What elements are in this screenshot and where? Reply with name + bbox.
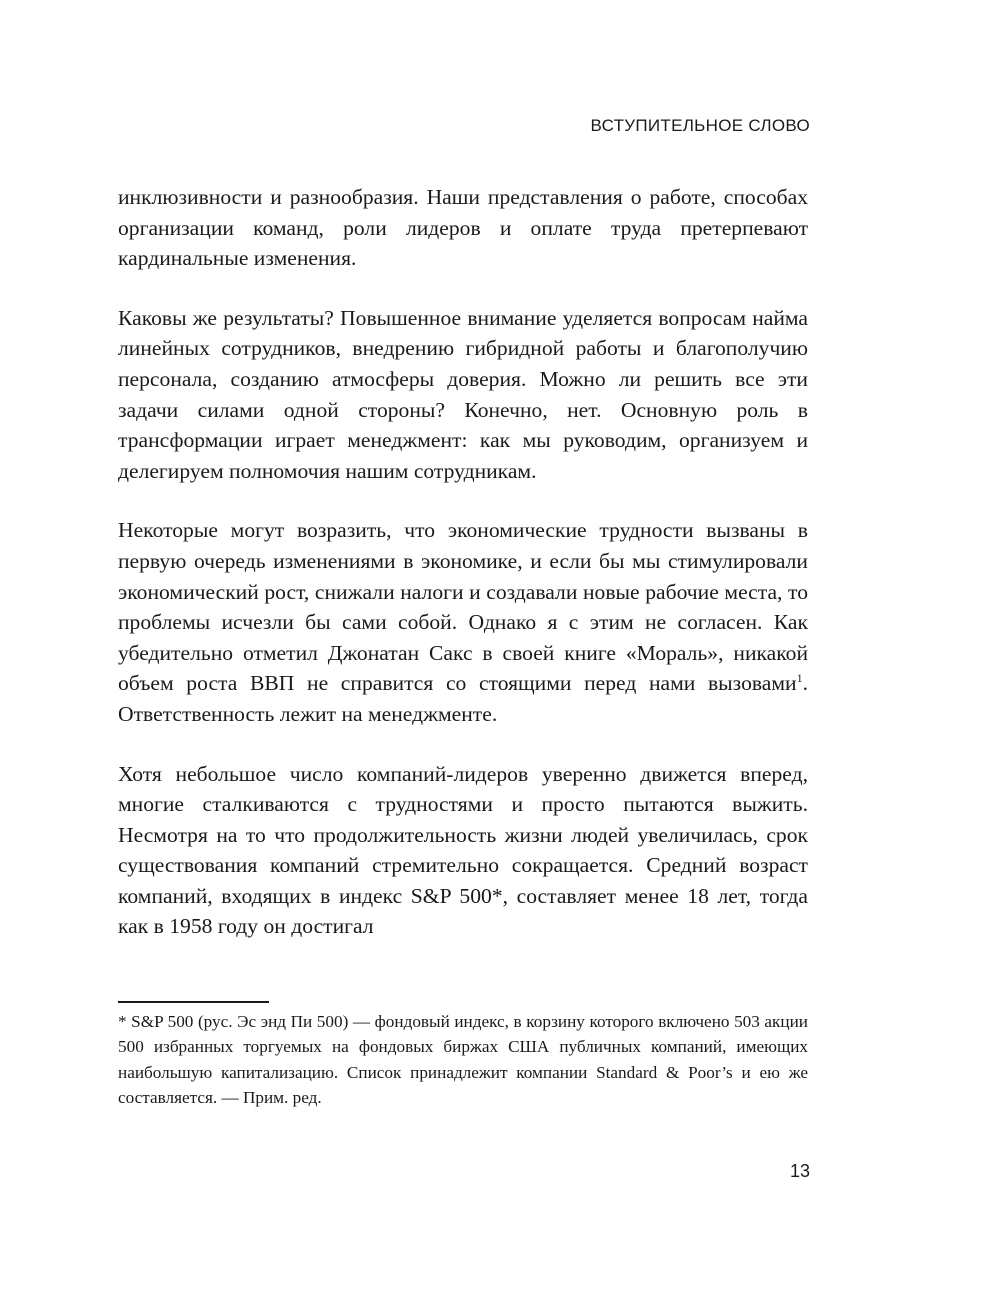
running-head: ВСТУПИТЕЛЬНОЕ СЛОВО <box>590 116 810 135</box>
footnote-divider <box>118 1001 269 1003</box>
body-text <box>118 182 808 942</box>
footnote: * S&P 500 (рус. Эс энд Пи 500) — фондовый индекс, в корзину которого включено 503 акции 500 избранных торгуемых на фондовых биржах США публичных компаний, имеющих наибольшую капитализацию. Список принадлежит компании Standard & Poor’s и ею же составляется. — Прим. ред. <box>118 1012 808 1107</box>
footnote-reference[interactable]: 1 <box>796 671 803 686</box>
page-number: 13 <box>789 1161 810 1181</box>
paragraph: инклюзивности и разнообразия. Наши представления о работе, способах организации команд, роли лидеров и оплате труда претерпевают кардинальные изменения. <box>118 185 808 271</box>
paragraph: Каковы же результаты? Повышенное внимание уделяется вопросам найма линейных сотрудников, внедрению гибридной работы и благополучию персонала, созданию атмосферы доверия. Можно ли решить все эти задачи силами одной стороны? Конечно, нет. Основную роль в трансформации играет менеджмент: как мы руководим, организуем и делегируем полномочия нашим сотрудникам. <box>118 305 808 483</box>
paragraph-text: . Ответственность лежит на менеджменте. <box>118 671 808 726</box>
paragraph: Хотя небольшое число компаний-лидеров уверенно движется вперед, многие сталкиваются с трудностями и просто пытаются выжить. Несмотря на то что продолжительность жизни людей увеличилась, срок существования компаний стремительно сокращается. Средний возраст компаний, входящих в индекс S&P 500*, составляет менее 18 лет, тогда как в 1958 году он достигал <box>118 761 808 939</box>
paragraph-text: Некоторые могут возразить, что экономические трудности вызваны в первую очередь изменениями в экономике, и если бы мы стимулировали экономический рост, снижали налоги и создавали новые рабочие места, то проблемы исчезли бы сами собой. Однако я с этим не согласен. Как убедительно отметил Джонатан Сакс в своей книге «Мораль», никакой объем роста ВВП не справится со стоящими перед нами вызовами <box>118 518 808 696</box>
paragraph <box>118 515 808 729</box>
